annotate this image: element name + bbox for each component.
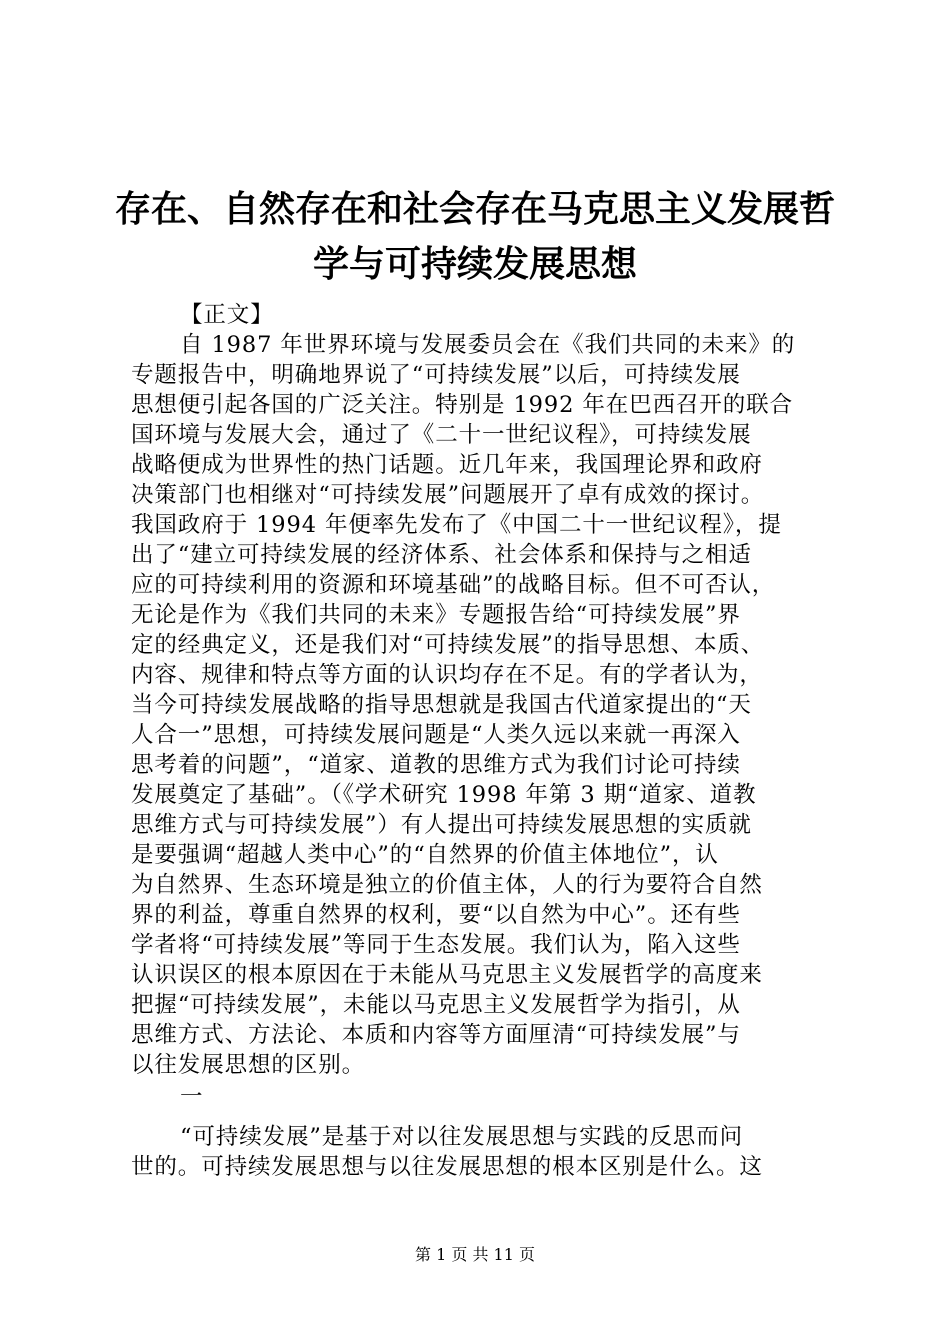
paragraph-line: 思想便引起各国的广泛关注。特别是 1992 年在巴西召开的联合 <box>131 392 793 418</box>
section-label: 【正文】 <box>180 302 274 328</box>
paragraph-line: 以往发展思想的区别。 <box>131 1052 366 1078</box>
paragraph-line: 认识误区的根本原因在于未能从马克思主义发展哲学的高度来 <box>131 962 763 988</box>
document-title-line-1: 存在、自然存在和社会存在马克思主义发展哲 <box>114 188 835 230</box>
paragraph-line: 发展奠定了基础”。（《学术研究 1998 年第 3 期“道家、道教 <box>131 782 757 808</box>
paragraph-line: 思维方式与可持续发展”）有人提出可持续发展思想的实质就 <box>131 812 752 838</box>
paragraph-line: 定的经典定义，还是我们对“可持续发展”的指导思想、本质、 <box>131 632 765 658</box>
paragraph-line: 思考着的问题”，“道家、道教的思维方式为我们讨论可持续 <box>131 752 741 778</box>
section-number: 一 <box>180 1084 204 1110</box>
paragraph-line: 人合一”思想，可持续发展问题是“人类久远以来就一再深入 <box>131 722 741 748</box>
document-title-line-2: 学与可持续发展思想 <box>312 243 637 285</box>
paragraph-line: 学者将“可持续发展”等同于生态发展。我们认为，陷入这些 <box>131 932 741 958</box>
paragraph-line: 内容、规律和特点等方面的认识均存在不足。有的学者认为， <box>131 662 763 688</box>
paragraph-line: 是要强调“超越人类中心”的“自然界的价值主体地位”，认 <box>131 842 719 868</box>
paragraph-line: 自 1987 年世界环境与发展委员会在《我们共同的未来》的 <box>180 332 796 358</box>
paragraph-line: 无论是作为《我们共同的未来》专题报告给“可持续发展”界 <box>131 602 741 628</box>
paragraph-line: 世的。可持续发展思想与以往发展思想的根本区别是什么。这 <box>131 1154 763 1180</box>
paragraph-line: 国环境与发展大会，通过了《二十一世纪议程》，可持续发展 <box>131 422 752 448</box>
paragraph-line: 决策部门也相继对“可持续发展”问题展开了卓有成效的探讨。 <box>131 482 765 508</box>
paragraph-line: 为自然界、生态环境是独立的价值主体，人的行为要符合自然 <box>131 872 763 898</box>
paragraph-line: “可持续发展”是基于对以往发展思想与实践的反思而问 <box>180 1124 744 1150</box>
paragraph-line: 把握“可持续发展”，未能以马克思主义发展哲学为指引，从 <box>131 992 741 1018</box>
paragraph-line: 战略便成为世界性的热门话题。近几年来，我国理论界和政府 <box>131 452 763 478</box>
paragraph-line: 我国政府于 1994 年便率先发布了《中国二十一世纪议程》，提 <box>131 512 782 538</box>
paragraph-line: 出了“建立可持续发展的经济体系、社会体系和保持与之相适 <box>131 542 752 568</box>
paragraph-line: 专题报告中，明确地界说了“可持续发展”以后，可持续发展 <box>131 362 741 388</box>
paragraph-line: 应的可持续利用的资源和环境基础”的战略目标。但不可否认， <box>131 572 776 598</box>
paragraph-line: 当今可持续发展战略的指导思想就是我国古代道家提出的“天 <box>131 692 752 718</box>
page-footer: 第 1 页 共 11 页 <box>415 1245 535 1264</box>
paragraph-line: 思维方式、方法论、本质和内容等方面厘清“可持续发展”与 <box>131 1022 741 1048</box>
paragraph-line: 界的利益，尊重自然界的权利，要“以自然为中心”。还有些 <box>131 902 741 928</box>
